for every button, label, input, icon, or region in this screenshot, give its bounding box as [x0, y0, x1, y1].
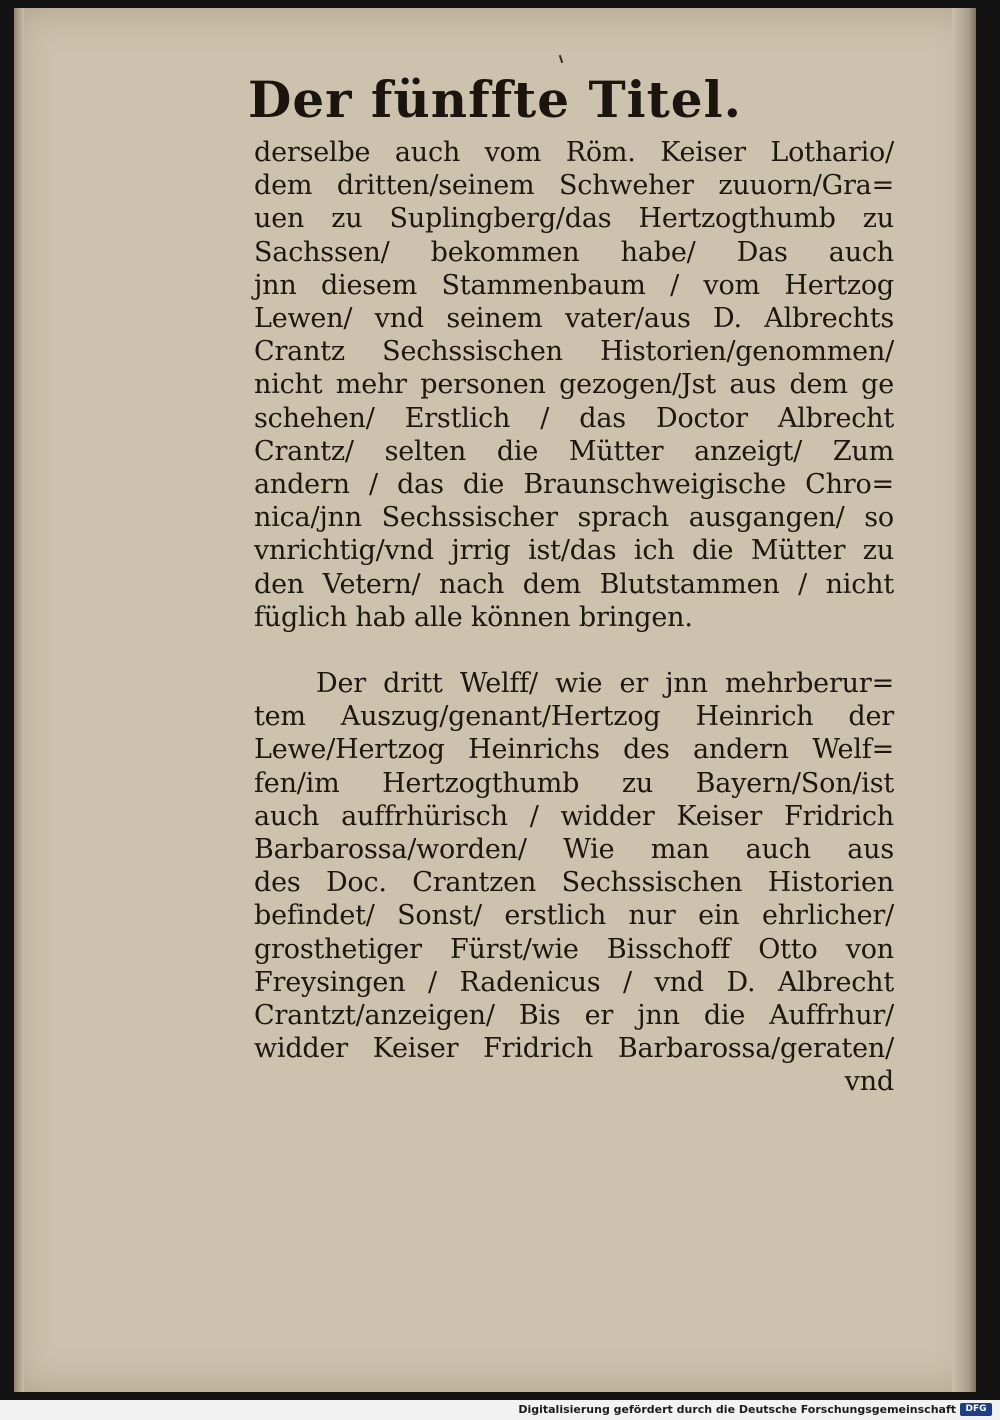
catchword: vnd	[844, 1066, 894, 1098]
text-line: Freysingen / Radenicus / vnd D. Albrecht	[254, 966, 894, 998]
text-line: widder Keiser Fridrich Barbarossa/geraten/	[254, 1033, 894, 1065]
text-line: uen zu Suplingberg/das Hertzogthumb zu	[254, 203, 894, 235]
text-line: jnn diesem Stammenbaum / vom Hertzog	[254, 269, 894, 301]
text-line: auch auffrhürisch / widder Keiser Fridrich	[254, 800, 894, 832]
text-line: nicht mehr personen gezogen/Jst aus dem ge	[254, 369, 894, 401]
footer-bar	[0, 1400, 1000, 1420]
text-line: Crantz Sechssischen Historien/genommen/	[254, 336, 894, 368]
text-line: grosthetiger Fürst/wie Bisschoff Otto von	[254, 933, 894, 965]
text-line: Sachssen/ bekommen habe/ Das auch	[254, 236, 894, 268]
text-line: schehen/ Erstlich / das Doctor Albrecht	[254, 402, 894, 434]
book-page	[14, 8, 976, 1392]
page-header: Der fünffte Titel.	[248, 70, 742, 129]
text-line: Crantzt/anzeigen/ Bis er jnn die Auffrhur/	[254, 1000, 894, 1032]
text-line: Crantz/ selten die Mütter anzeigt/ Zum	[254, 435, 894, 467]
body-text	[254, 136, 894, 1099]
text-line: des Doc. Crantzen Sechssischen Historien	[254, 867, 894, 899]
text-line: den Vetern/ nach dem Blutstammen / nicht	[254, 568, 894, 600]
text-line: tem Auszug/genant/Hertzog Heinrich der	[254, 701, 894, 733]
text-line: fen/im Hertzogthumb zu Bayern/Son/ist	[254, 767, 894, 799]
text-line: Lewen/ vnd seinem vater/aus D. Albrechts	[254, 303, 894, 335]
text-line: Der dritt Welff/ wie er jnn mehrberur=	[316, 668, 894, 700]
text-line: derselbe auch vom Röm. Keiser Lothario/	[254, 137, 894, 168]
paragraph-gap	[254, 634, 894, 667]
text-line: nica/jnn Sechssischer sprach ausgangen/ so	[254, 502, 894, 534]
text-line: Lewe/Hertzog Heinrichs des andern Welf=	[254, 734, 894, 766]
text-line: vnrichtig/vnd jrrig ist/das ich die Mütter zu	[254, 535, 894, 567]
footer-credit: Digitalisierung gefördert durch die Deutsche Forschungsgemeinschaft	[518, 1403, 956, 1416]
page-edge	[952, 8, 976, 1392]
text-line: befindet/ Sonst/ erstlich nur ein ehrlicher/	[254, 900, 894, 932]
page-gutter	[14, 8, 24, 1392]
text-line: andern / das die Braunschweigische Chro=	[254, 469, 894, 501]
text-line: Barbarossa/worden/ Wie man auch aus	[254, 834, 894, 866]
dfg-logo: DFG	[960, 1403, 992, 1416]
ink-mark	[559, 55, 563, 63]
text-line: dem dritten/seinem Schweher zuuorn/Gra=	[254, 170, 894, 202]
text-line: füglich hab alle können bringen.	[254, 601, 693, 633]
